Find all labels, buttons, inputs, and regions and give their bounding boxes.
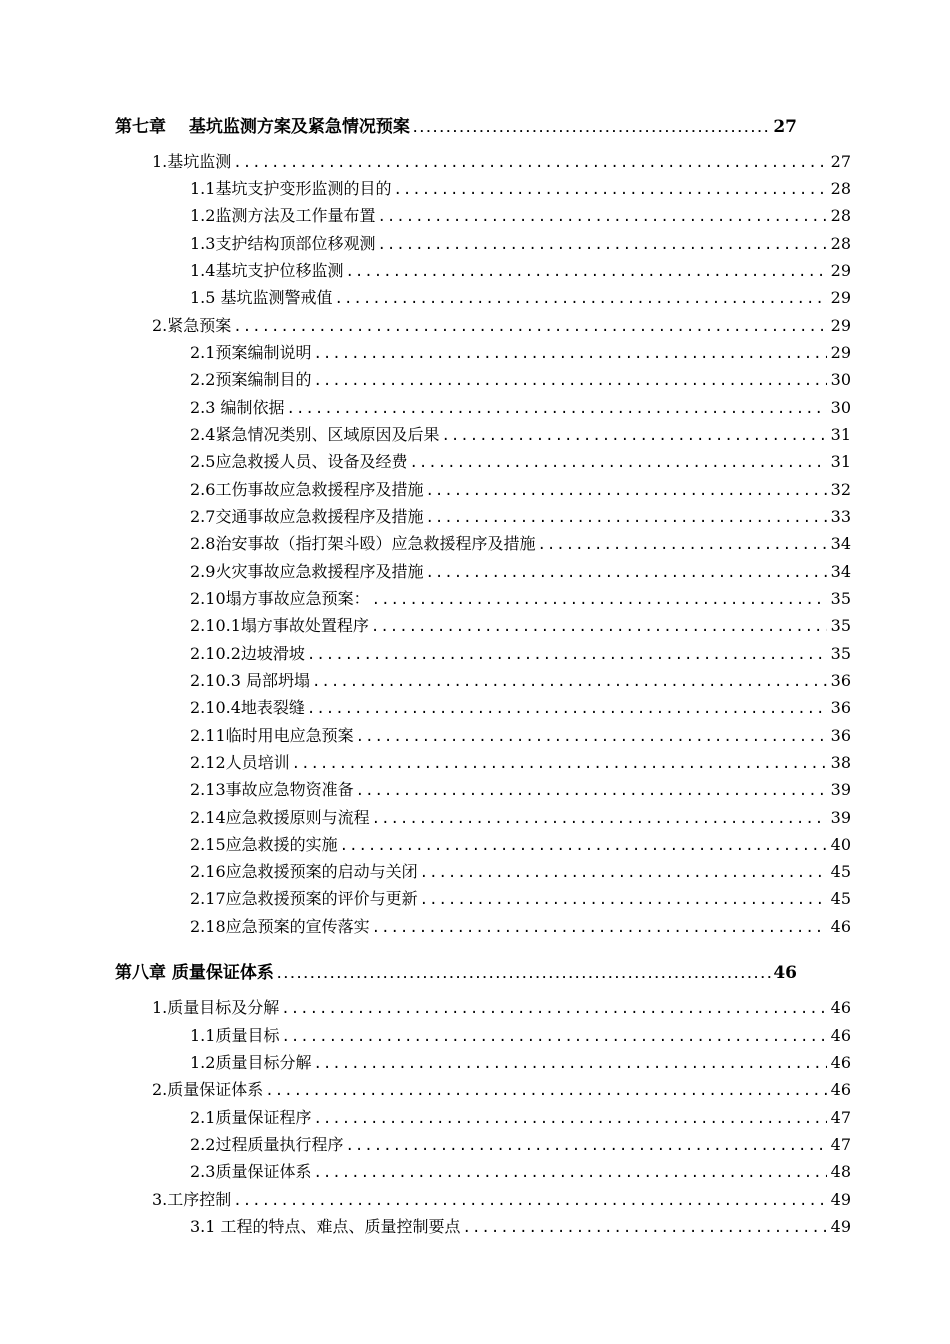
toc-page-number: 40 [830,835,851,854]
toc-page-number: 46 [773,963,797,983]
toc-page-number: 28 [830,179,851,198]
toc-subsection-entry[interactable] [190,889,851,910]
toc-dot-leader [377,235,827,255]
toc-page-number: 30 [830,398,851,417]
toc-dot-leader [372,590,827,610]
toc-page-number: 35 [830,589,851,608]
toc-dot-leader [281,999,827,1019]
toc-dot-leader [287,399,827,419]
toc-subsection-entry[interactable] [190,370,851,391]
toc-entry-title: 1.1基坑支护变形监测的目的 [190,179,392,198]
toc-page-number: 39 [830,808,851,827]
toc-entry-title: 2.9火灾事故应急救援程序及措施 [190,562,424,581]
toc-dot-leader [463,1218,827,1238]
toc-entry-title: 2.15应急救援的实施 [190,835,338,854]
toc-dot-leader [393,180,827,200]
toc-entry-title: 2.1质量保证程序 [190,1108,312,1127]
toc-subsection-entry[interactable] [190,261,851,282]
toc-subsection-entry[interactable] [190,452,851,473]
toc-entry-title: 2.1预案编制说明 [190,343,312,362]
toc-chapter-entry[interactable] [115,117,797,139]
toc-dot-leader [372,918,827,938]
toc-dot-leader [377,207,827,227]
toc-page-number: 27 [830,152,851,171]
toc-dot-leader [441,426,827,446]
toc-entry-title: 2.2过程质量执行程序 [190,1135,344,1154]
toc-subsection-entry[interactable] [190,425,851,446]
toc-section-entry[interactable] [152,1080,851,1101]
toc-entry-title: 1.1质量目标 [190,1026,280,1045]
toc-dot-leader [425,508,827,528]
toc-dot-leader [233,153,827,173]
toc-page-number: 49 [830,1190,851,1209]
toc-entry-title: 2.11临时用电应急预案 [190,726,354,745]
toc-subsection-entry[interactable] [190,726,851,747]
toc-entry-title: 2.6工伤事故应急救援程序及措施 [190,480,424,499]
toc-dot-leader [372,809,827,829]
toc-dot-leader [307,645,827,665]
toc-entry-title: 2.12人员培训 [190,753,290,772]
toc-subsection-entry[interactable] [190,398,851,419]
toc-entry-title: 2.18应急预案的宣传落实 [190,917,370,936]
toc-entry-title: 1.质量目标及分解 [152,998,280,1017]
toc-subsection-entry[interactable] [190,562,851,583]
toc-dot-leader [233,1191,827,1211]
toc-subsection-entry[interactable] [190,1026,851,1047]
toc-dot-leader [425,563,827,583]
toc-page-number: 36 [830,671,851,690]
toc-entry-title: 2.7交通事故应急救援程序及措施 [190,507,424,526]
toc-dot-leader [356,727,827,747]
toc-entry-title: 第七章 基坑监测方案及紧急情况预案 [115,117,410,137]
toc-entry-title: 2.10.4地表裂缝 [190,698,305,717]
toc-dot-leader [233,317,827,337]
toc-dot-leader [537,535,827,555]
toc-entry-title: 1.2质量目标分解 [190,1053,312,1072]
toc-subsection-entry[interactable] [190,780,851,801]
toc-page-number: 30 [830,370,851,389]
toc-dot-leader [335,289,827,309]
toc-page-number: 28 [830,234,851,253]
toc-page-number: 46 [830,1080,851,1099]
toc-subsection-entry[interactable] [190,644,851,665]
toc-page-number: 31 [830,425,851,444]
toc-page-number: 36 [830,726,851,745]
toc-entry-title: 1.5 基坑监测警戒值 [190,288,333,307]
toc-page-number: 47 [830,1135,851,1154]
toc-page-number: 46 [830,1053,851,1072]
toc-chapter-entry[interactable] [115,963,797,985]
toc-subsection-entry[interactable] [190,179,851,200]
toc-page-number: 48 [830,1162,851,1181]
toc-entry-title: 2.8治安事故（指打架斗殴）应急救援程序及措施 [190,534,536,553]
toc-subsection-entry[interactable] [190,288,851,309]
toc-entry-title: 1.2监测方法及工作量布置 [190,206,376,225]
toc-dot-leader [409,453,827,473]
toc-entry-title: 1.4基坑支护位移监测 [190,261,344,280]
toc-subsection-entry[interactable] [190,206,851,227]
toc-subsection-entry[interactable] [190,1217,851,1238]
toc-section-entry[interactable] [152,1190,851,1211]
toc-entry-title: 2.10塌方事故应急预案： [190,589,370,608]
toc-dot-leader [345,1136,827,1156]
toc-page-number: 32 [830,480,851,499]
toc-subsection-entry[interactable] [190,1053,851,1074]
toc-entry-title: 2.质量保证体系 [152,1080,264,1099]
toc-dot-leader [371,617,827,637]
toc-dot-leader [312,672,827,692]
toc-page-number: 46 [830,917,851,936]
toc-entry-title: 2.17应急救援预案的评价与更新 [190,889,418,908]
toc-entry-title: 1.3支护结构顶部位移观测 [190,234,376,253]
toc-section-entry[interactable] [152,152,851,173]
toc-dot-leader [313,1054,827,1074]
toc-page-number: 33 [830,507,851,526]
toc-subsection-entry[interactable] [190,698,851,719]
toc-subsection-entry[interactable] [190,1162,851,1183]
toc-section-entry[interactable] [152,998,851,1019]
toc-page-number: 34 [830,562,851,581]
toc-entry-title: 2.5应急救援人员、设备及经费 [190,452,408,471]
toc-subsection-entry[interactable] [190,616,851,637]
toc-subsection-entry[interactable] [190,862,851,883]
toc-page-number: 47 [830,1108,851,1127]
toc-page-number: 29 [830,288,851,307]
toc-subsection-entry[interactable] [190,480,851,501]
toc-page-number: 27 [773,117,797,137]
toc-page-number: 29 [830,316,851,335]
toc-entry-title: 1.基坑监测 [152,152,232,171]
toc-page-number: 29 [830,343,851,362]
toc-subsection-entry[interactable] [190,835,851,856]
toc-page-number: 35 [830,644,851,663]
toc-page-number: 36 [830,698,851,717]
toc-page-number: 29 [830,261,851,280]
toc-dot-leader [340,836,827,856]
toc-entry-title: 3.1 工程的特点、难点、质量控制要点 [190,1217,461,1236]
toc-dot-leader [345,262,827,282]
toc-dot-leader [356,781,827,801]
toc-page-number: 46 [830,1026,851,1045]
toc-dot-leader [265,1081,827,1101]
toc-dot-leader [313,371,827,391]
toc-dot-leader [425,481,827,501]
toc-section-entry[interactable] [152,316,851,337]
toc-page-number: 39 [830,780,851,799]
toc-entry-title: 2.13事故应急物资准备 [190,780,354,799]
toc-entry-title: 2.4紧急情况类别、区域原因及后果 [190,425,440,444]
toc-dot-leader [307,699,827,719]
toc-dot-leader [292,754,827,774]
toc-subsection-entry[interactable] [190,534,851,555]
toc-page-number: 35 [830,616,851,635]
toc-subsection-entry[interactable] [190,753,851,774]
toc-subsection-entry[interactable] [190,343,851,364]
toc-dot-leader [313,1109,827,1129]
toc-entry-title: 2.10.2边坡滑坡 [190,644,305,663]
toc-dot-leader [412,119,771,139]
toc-page-number: 34 [830,534,851,553]
toc-entry-title: 2.3质量保证体系 [190,1162,312,1181]
toc-dot-leader [276,965,771,985]
toc-page-number: 31 [830,452,851,471]
toc-subsection-entry[interactable] [190,234,851,255]
toc-page-number: 49 [830,1217,851,1236]
toc-entry-title: 2.10.1塌方事故处置程序 [190,616,369,635]
toc-subsection-entry[interactable] [190,507,851,528]
toc-page-number: 45 [830,889,851,908]
toc-dot-leader [281,1027,827,1047]
toc-entry-title: 2.紧急预案 [152,316,232,335]
toc-subsection-entry[interactable] [190,1135,851,1156]
toc-entry-title: 2.3 编制依据 [190,398,285,417]
toc-subsection-entry[interactable] [190,808,851,829]
toc-subsection-entry[interactable] [190,671,851,692]
toc-dot-leader [420,890,827,910]
toc-page-number: 38 [830,753,851,772]
toc-subsection-entry[interactable] [190,589,851,610]
toc-entry-title: 2.16应急救援预案的启动与关闭 [190,862,418,881]
toc-entry-title: 3.工序控制 [152,1190,232,1209]
toc-subsection-entry[interactable] [190,1108,851,1129]
toc-entry-title: 2.14应急救援原则与流程 [190,808,370,827]
toc-page-number: 46 [830,998,851,1017]
toc-entry-title: 第八章 质量保证体系 [115,963,274,983]
toc-page-number: 28 [830,206,851,225]
toc-dot-leader [420,863,827,883]
toc-entry-title: 2.10.3 局部坍塌 [190,671,310,690]
toc-dot-leader [313,1163,827,1183]
toc-entry-title: 2.2预案编制目的 [190,370,312,389]
toc-subsection-entry[interactable] [190,917,851,938]
toc-page-number: 45 [830,862,851,881]
toc-dot-leader [313,344,827,364]
